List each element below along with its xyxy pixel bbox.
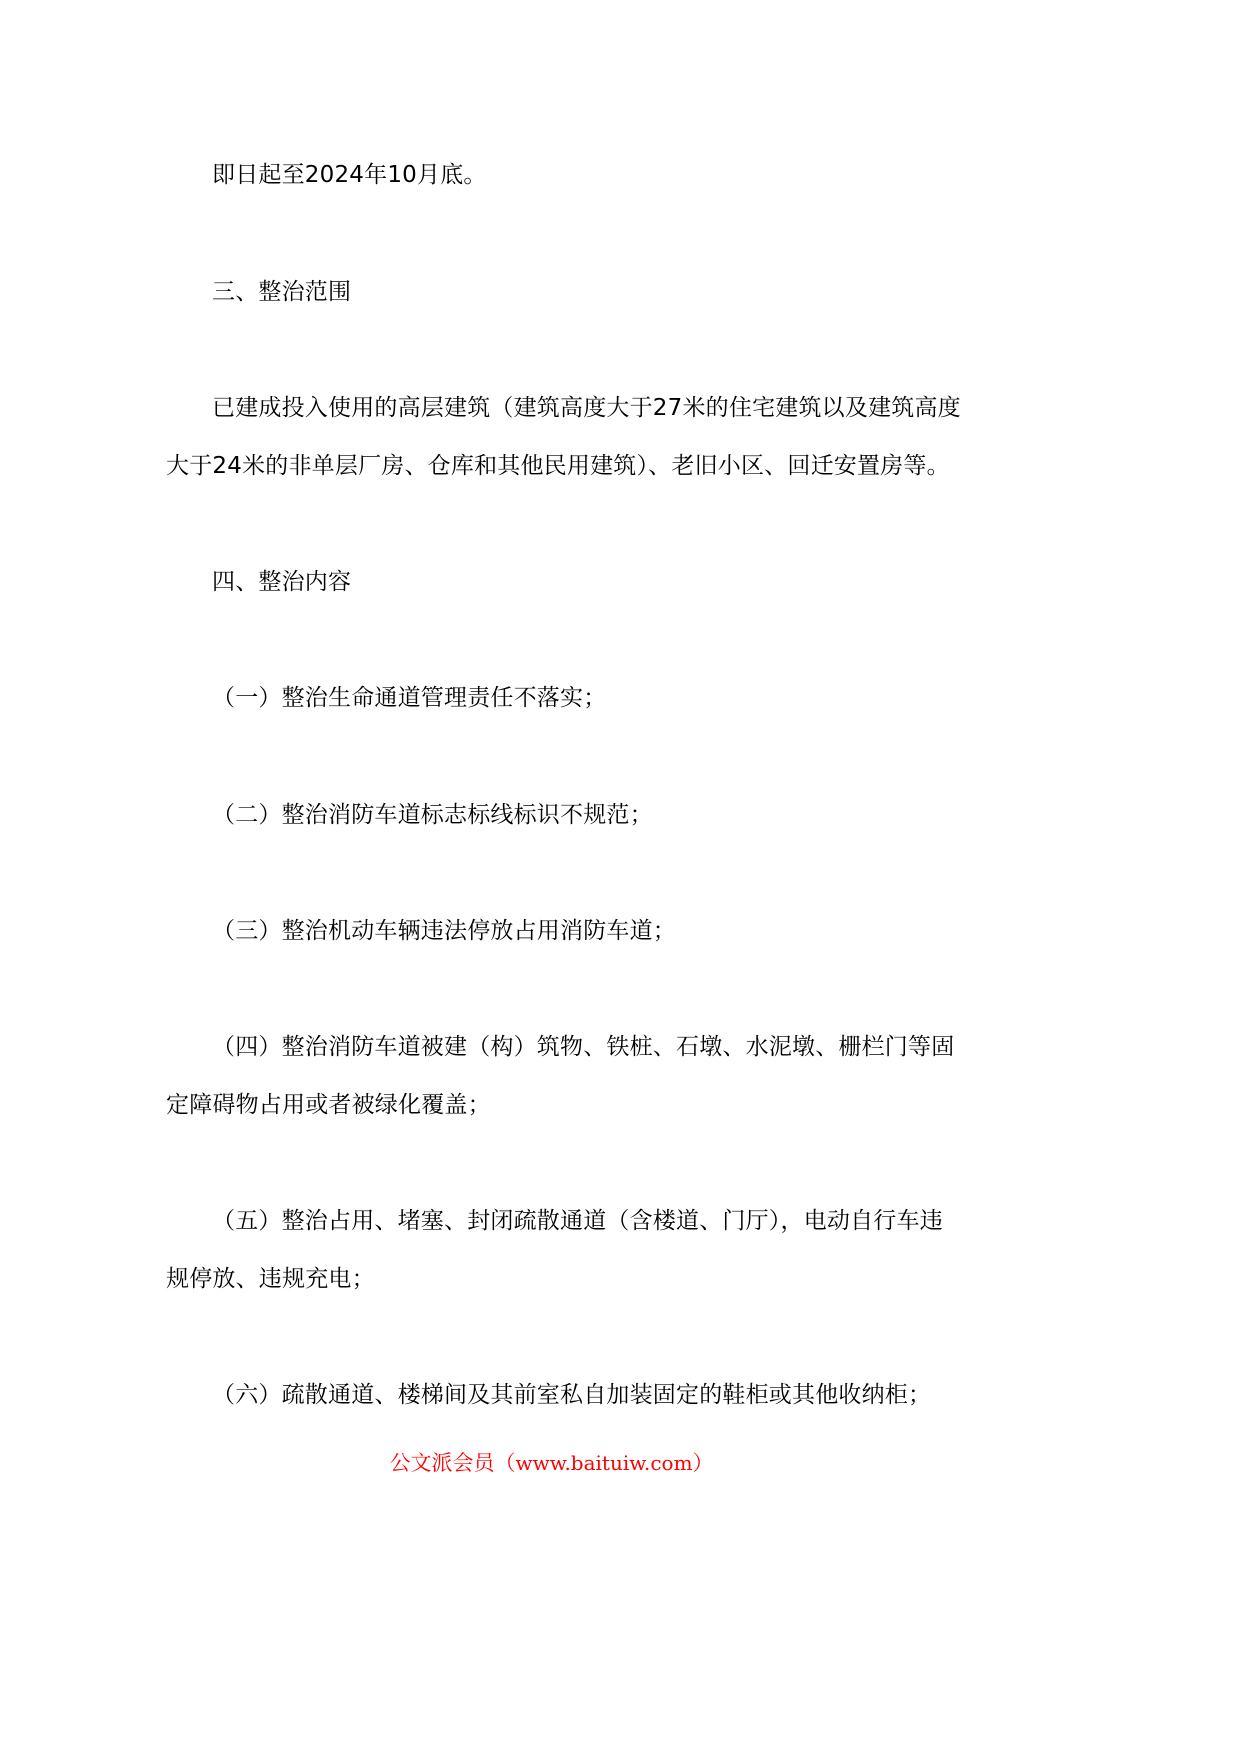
item-6: （六）疏散通道、楼梯间及其前室私自加装固定的鞋柜或其他收纳柜； <box>212 1382 932 1408</box>
footer-label: 公文派会员（ <box>389 1451 516 1475</box>
item-5-line-2: 规停放、违规充电； <box>166 1266 375 1292</box>
section-heading-scope: 三、整治范围 <box>212 279 352 305</box>
scope-paragraph-line-1: 已建成投入使用的高层建筑（建筑高度大于27米的住宅建筑以及建筑高度 <box>212 395 961 421</box>
footer-url-link[interactable]: www.baituiw.com <box>515 1451 693 1475</box>
item-5-line-1: （五）整治占用、堵塞、封闭疏散通道（含楼道、门厅），电动自行车违 <box>212 1208 943 1234</box>
scope-paragraph-line-2: 大于24米的非单层厂房、仓库和其他民用建筑）、老旧小区、回迁安置房等。 <box>166 453 950 479</box>
item-4-line-2: 定障碍物占用或者被绿化覆盖； <box>166 1092 491 1118</box>
item-1: （一）整治生命通道管理责任不落实； <box>212 685 607 711</box>
watermark-footer <box>0 1448 1103 1478</box>
period-text: 即日起至2024年10月底。 <box>212 162 487 188</box>
section-heading-content: 四、整治内容 <box>212 569 352 595</box>
footer-close: ） <box>692 1451 714 1475</box>
item-4-line-1: （四）整治消防车道被建（构）筑物、铁桩、石墩、水泥墩、栅栏门等固 <box>212 1034 955 1060</box>
item-2: （二）整治消防车道标志标线标识不规范； <box>212 802 653 828</box>
item-3: （三）整治机动车辆违法停放占用消防车道； <box>212 918 676 944</box>
